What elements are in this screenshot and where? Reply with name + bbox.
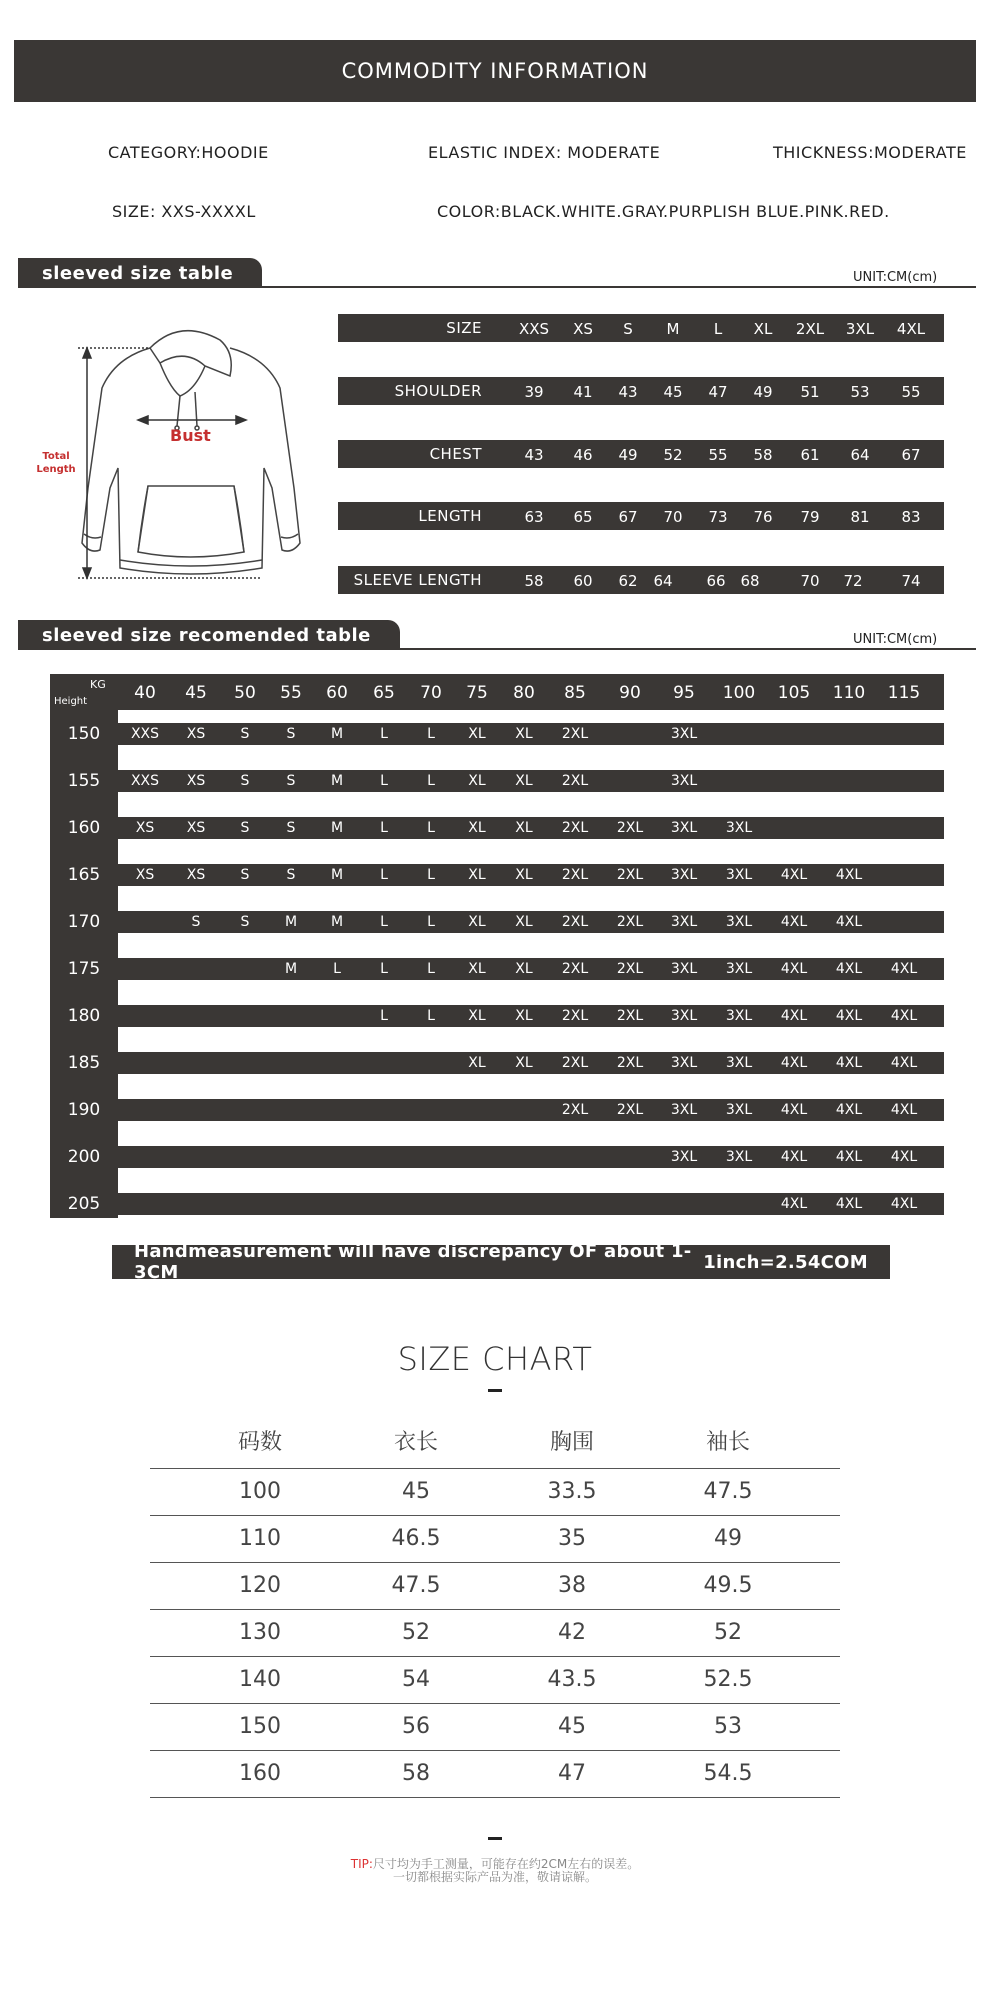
size-chart-cell: 160 (239, 1761, 281, 1786)
recommended-size-cell: 4XL (780, 1055, 808, 1071)
total-length-label-line2: Length (36, 464, 76, 475)
recommended-row (118, 1005, 944, 1027)
size-chart-row (150, 1609, 840, 1657)
size-chart-cell: 49.5 (703, 1573, 753, 1598)
measure-cell: 61 (800, 446, 820, 464)
measure-cell: 45 (663, 383, 683, 401)
recommended-size-cell: 2XL (616, 1102, 644, 1118)
size-chart-cell: 53 (714, 1714, 742, 1739)
size-cell: XS (573, 320, 593, 338)
recommended-size-cell: 3XL (670, 773, 698, 789)
recommended-row (118, 1052, 944, 1074)
recommended-size-cell: XS (135, 867, 155, 883)
unit-label: UNIT:CM(cm) (853, 270, 938, 285)
recommended-size-cell: 2XL (561, 1102, 589, 1118)
size-chart-cell: 35 (558, 1526, 586, 1551)
title-dash (488, 1389, 502, 1392)
recommended-size-cell: XL (515, 820, 533, 836)
height-cell: 160 (67, 818, 101, 838)
height-cell: 170 (67, 912, 101, 932)
note-left: Handmeasurement will have discrepancy OF about 1-3CM (134, 1241, 692, 1283)
measure-cell: 58 (524, 572, 544, 590)
tip-line1: 尺寸均为手工测量，可能存在约2CM左右的误差。 (372, 1857, 640, 1871)
measure-cell: 63 (524, 508, 544, 526)
recommended-size-cell: 2XL (616, 820, 644, 836)
measure-label: SHOULDER (394, 382, 482, 400)
measure-cell: 41 (573, 383, 593, 401)
size-chart-header (150, 1418, 840, 1469)
recommended-size-cell: M (284, 914, 298, 930)
recommended-size-cell: 2XL (561, 961, 589, 977)
weight-cell: 60 (326, 683, 348, 703)
weight-header-row (118, 674, 944, 710)
size-chart-row (150, 1750, 840, 1798)
recommended-size-cell: 3XL (725, 820, 753, 836)
recommended-size-cell: L (427, 1008, 435, 1024)
recommended-size-cell: M (330, 914, 344, 930)
measure-cell: 64 (653, 572, 673, 590)
recommended-size-cell: 3XL (670, 961, 698, 977)
recommended-size-cell: XS (186, 867, 206, 883)
total-length-label-line1: Total (42, 451, 70, 462)
size-chart-cell: 45 (558, 1714, 586, 1739)
recommended-size-cell: XXS (130, 773, 160, 789)
measure-label: CHEST (429, 445, 482, 463)
recommended-size-cell: 4XL (780, 1008, 808, 1024)
size-chart-cell: 52.5 (703, 1667, 753, 1692)
bust-label: Bust (170, 426, 211, 445)
recommended-size-cell: 4XL (890, 1196, 918, 1212)
size-header-row (338, 314, 944, 342)
recommended-size-cell: L (333, 961, 341, 977)
recommended-size-cell: 3XL (670, 1102, 698, 1118)
measure-cell: 83 (901, 508, 921, 526)
recommended-size-cell: L (380, 867, 388, 883)
recommended-row (118, 723, 944, 745)
size-chart-cell: 120 (239, 1573, 281, 1598)
measure-cell: 74 (901, 572, 921, 590)
size-chart-cell: 52 (714, 1620, 742, 1645)
height-cell: 185 (67, 1053, 101, 1073)
size-chart-title: SIZE CHART (397, 1340, 593, 1378)
recommended-size-cell: 4XL (890, 1055, 918, 1071)
size-chart-cell: 47.5 (391, 1573, 441, 1598)
height-cell: 150 (67, 724, 101, 744)
size-cell: S (623, 320, 633, 338)
recommended-size-cell: L (427, 914, 435, 930)
size-chart-row (150, 1468, 840, 1516)
measure-cell: 70 (663, 508, 683, 526)
recommended-size-cell: 2XL (561, 820, 589, 836)
recommended-size-cell: 3XL (725, 961, 753, 977)
section-tab-sleeved-size-table (18, 258, 262, 288)
height-cell: 205 (67, 1194, 101, 1214)
measure-cell: 39 (524, 383, 544, 401)
recommended-row (118, 1146, 944, 1168)
measure-cell: 65 (573, 508, 593, 526)
recommended-size-cell: M (330, 773, 344, 789)
size-chart-cell: 49 (714, 1526, 742, 1551)
tip-line2: 一切都根据实际产品为准，敬请谅解。 (392, 1870, 597, 1884)
header-cell: 袖长 (705, 1430, 750, 1455)
measure-cell: 64 (850, 446, 870, 464)
recommended-size-cell: 4XL (780, 867, 808, 883)
recommended-size-cell: 2XL (616, 961, 644, 977)
unit-label: UNIT:CM(cm) (853, 632, 938, 647)
recommended-size-cell: 3XL (670, 914, 698, 930)
measure-cell: 53 (850, 383, 870, 401)
recommended-size-cell: L (380, 914, 388, 930)
recommended-size-cell: XL (515, 773, 533, 789)
header-cell: 衣长 (393, 1430, 438, 1455)
recommended-size-cell: XL (515, 1008, 533, 1024)
recommended-size-cell: L (427, 773, 435, 789)
weight-cell: 70 (420, 683, 442, 703)
recommended-size-cell: S (286, 867, 296, 883)
recommended-size-cell: XL (468, 1008, 486, 1024)
recommended-size-cell: 4XL (780, 961, 808, 977)
size-chart-cell: 38 (558, 1573, 586, 1598)
recommended-size-cell: 3XL (670, 726, 698, 742)
note-right: 1inch=2.54COM (703, 1251, 868, 1273)
measure-cell: 49 (618, 446, 638, 464)
section-title: sleeved size table (42, 262, 234, 284)
size-chart-cell: 47.5 (703, 1479, 753, 1504)
recommended-row (118, 864, 944, 886)
size-chart-cell: 100 (239, 1479, 281, 1504)
recommended-size-cell: XS (186, 773, 206, 789)
measure-cell: 67 (901, 446, 921, 464)
commodity-banner (14, 40, 976, 102)
recommended-row (118, 911, 944, 933)
recommended-size-cell: XS (186, 820, 206, 836)
measure-cell: 55 (708, 446, 728, 464)
height-cell: 175 (67, 959, 101, 979)
recommended-size-cell: 3XL (725, 1102, 753, 1118)
size-cell: XXS (518, 320, 550, 338)
header-cell: 胸围 (549, 1430, 594, 1455)
recommended-size-cell: L (427, 726, 435, 742)
recommended-size-cell: 4XL (780, 1196, 808, 1212)
size-chart-cell: 33.5 (547, 1479, 597, 1504)
size-chart-cell: 56 (402, 1714, 430, 1739)
recommended-size-cell: 2XL (561, 1008, 589, 1024)
attr-thickness: THICKNESS:MODERATE (773, 143, 967, 162)
recommended-size-cell: 4XL (835, 961, 863, 977)
size-chart-cell: 110 (239, 1526, 281, 1551)
measure-cell: 52 (663, 446, 683, 464)
recommended-size-cell: 3XL (725, 1149, 753, 1165)
measure-cell: 68 (740, 572, 760, 590)
size-cell: 4XL (896, 320, 926, 338)
size-cell: M (666, 320, 680, 338)
attr-elastic: ELASTIC INDEX: MODERATE (428, 143, 661, 162)
recommended-size-cell: 2XL (561, 726, 589, 742)
measure-cell: 67 (618, 508, 638, 526)
recommended-size-cell: XL (515, 961, 533, 977)
weight-cell: 110 (832, 683, 866, 703)
size-chart-cell: 46.5 (391, 1526, 441, 1551)
recommended-row (118, 1099, 944, 1121)
measure-cell: 51 (800, 383, 820, 401)
measure-cell: 72 (843, 572, 863, 590)
recommended-size-cell: 2XL (616, 867, 644, 883)
measure-cell: 79 (800, 508, 820, 526)
recommended-size-cell: XL (468, 867, 486, 883)
size-chart-row (150, 1656, 840, 1704)
weight-cell: 75 (466, 683, 488, 703)
size-cell: XL (753, 320, 773, 338)
recommended-size-cell: 4XL (780, 1102, 808, 1118)
recommended-size-cell: XL (468, 961, 486, 977)
height-cell: 165 (67, 865, 101, 885)
height-cell: 200 (67, 1147, 101, 1167)
measure-cell: 66 (706, 572, 726, 590)
recommended-size-cell: 2XL (561, 914, 589, 930)
recommended-size-cell: L (427, 820, 435, 836)
recommended-size-cell: XL (515, 914, 533, 930)
measure-cell: 60 (573, 572, 593, 590)
recommended-size-cell: S (240, 914, 250, 930)
height-cell: 190 (67, 1100, 101, 1120)
weight-cell: 105 (777, 683, 811, 703)
weight-cell: 90 (619, 683, 641, 703)
weight-cell: 40 (134, 683, 156, 703)
section-title: sleeved size recomended table (42, 624, 371, 646)
weight-cell: 65 (373, 683, 395, 703)
size-cell: L (713, 320, 723, 338)
recommended-size-cell: XS (186, 726, 206, 742)
tip-text (0, 1858, 990, 1884)
size-chart-cell: 47 (558, 1761, 586, 1786)
recommended-size-cell: 4XL (835, 1149, 863, 1165)
recommended-size-cell: 4XL (835, 1102, 863, 1118)
recommended-size-cell: S (286, 773, 296, 789)
recommended-size-cell: L (380, 820, 388, 836)
recommended-size-cell: L (380, 726, 388, 742)
recommended-size-cell: 4XL (835, 1196, 863, 1212)
size-chart-cell: 130 (239, 1620, 281, 1645)
section-divider (18, 286, 976, 288)
recommended-size-cell: 4XL (780, 1149, 808, 1165)
weight-cell: 45 (185, 683, 207, 703)
recommended-size-cell: L (380, 773, 388, 789)
height-column (50, 674, 118, 1218)
measure-label: SLEEVE LENGTH (353, 571, 482, 589)
size-chart-row (150, 1515, 840, 1563)
recommended-size-cell: 3XL (670, 1055, 698, 1071)
total-length-label (36, 450, 76, 476)
recommended-row (118, 1193, 944, 1215)
recommended-size-cell: M (284, 961, 298, 977)
measure-cell: 81 (850, 508, 870, 526)
recommended-size-cell: 2XL (616, 914, 644, 930)
size-chart-cell: 52 (402, 1620, 430, 1645)
recommended-size-cell: 2XL (616, 1008, 644, 1024)
section-tab-recommended-table (18, 620, 400, 650)
size-chart-cell: 42 (558, 1620, 586, 1645)
recommended-size-cell: S (240, 726, 250, 742)
recommended-size-cell: 2XL (561, 867, 589, 883)
recommended-size-cell: 3XL (725, 914, 753, 930)
weight-cell: 100 (722, 683, 756, 703)
measure-cell: 49 (753, 383, 773, 401)
recommended-row (118, 770, 944, 792)
recommended-size-cell: 3XL (670, 820, 698, 836)
recommended-size-cell: 4XL (890, 1102, 918, 1118)
recommended-size-cell: 3XL (725, 1055, 753, 1071)
banner-title: COMMODITY INFORMATION (341, 59, 649, 83)
recommended-size-cell: S (240, 773, 250, 789)
size-chart-cell: 58 (402, 1761, 430, 1786)
recommended-size-cell: XL (515, 726, 533, 742)
recommended-size-cell: 3XL (725, 1008, 753, 1024)
recommended-size-cell: S (286, 820, 296, 836)
measure-cell: 46 (573, 446, 593, 464)
size-chart-cell: 43.5 (547, 1667, 597, 1692)
recommended-size-cell: S (240, 867, 250, 883)
section-divider (18, 648, 976, 650)
size-chart-cell: 45 (402, 1479, 430, 1504)
size-chart-cell: 54 (402, 1667, 430, 1692)
measure-cell: 43 (618, 383, 638, 401)
measure-cell: 47 (708, 383, 728, 401)
recommended-size-cell: 4XL (835, 1055, 863, 1071)
tip-prefix: TIP: (350, 1857, 373, 1871)
recommended-size-cell: 3XL (670, 1149, 698, 1165)
size-chart-row (150, 1562, 840, 1610)
weight-cell: 50 (234, 683, 256, 703)
header-cell: 码数 (237, 1430, 282, 1455)
recommended-size-cell: M (330, 867, 344, 883)
recommended-size-cell: S (240, 820, 250, 836)
height-cell: 155 (67, 771, 101, 791)
recommended-row (118, 817, 944, 839)
measure-cell: 73 (708, 508, 728, 526)
recommended-size-cell: 2XL (561, 773, 589, 789)
attr-size: SIZE: XXS-XXXXL (112, 202, 256, 221)
measure-row-length (338, 502, 944, 530)
weight-cell: 115 (887, 683, 921, 703)
height-cell: 180 (67, 1006, 101, 1026)
size-chart-cell: 54.5 (703, 1761, 753, 1786)
recommended-size-cell: XXS (130, 726, 160, 742)
measure-cell: 62 (618, 572, 638, 590)
measure-cell: 76 (753, 508, 773, 526)
recommended-row (118, 958, 944, 980)
measure-row-sleeve-length (338, 566, 944, 594)
recommended-size-cell: S (191, 914, 201, 930)
measure-row-chest (338, 440, 944, 468)
measure-label: LENGTH (418, 507, 482, 525)
recommended-size-cell: 3XL (670, 1008, 698, 1024)
recommended-size-cell: L (427, 867, 435, 883)
footer-dash (488, 1837, 502, 1840)
size-chart-cell: 140 (239, 1667, 281, 1692)
hoodie-diagram (30, 318, 320, 588)
measure-cell: 43 (524, 446, 544, 464)
recommended-size-cell: L (380, 1008, 388, 1024)
attr-category: CATEGORY:HOODIE (108, 143, 269, 162)
recommended-size-cell: 4XL (890, 961, 918, 977)
recommended-size-cell: M (330, 726, 344, 742)
recommended-size-cell: 3XL (670, 867, 698, 883)
measure-cell: 58 (753, 446, 773, 464)
kg-label: KG (90, 678, 106, 691)
recommended-size-cell: XL (468, 914, 486, 930)
size-cell: 2XL (795, 320, 825, 338)
recommended-size-cell: XL (468, 820, 486, 836)
recommended-size-cell: M (330, 820, 344, 836)
recommended-size-cell: 4XL (835, 914, 863, 930)
measure-cell: 55 (901, 383, 921, 401)
weight-cell: 95 (673, 683, 695, 703)
recommended-size-cell: L (380, 961, 388, 977)
recommended-size-cell: 4XL (835, 867, 863, 883)
weight-cell: 85 (564, 683, 586, 703)
height-label: Height (54, 696, 88, 707)
recommended-size-cell: 4XL (780, 914, 808, 930)
measurement-note (112, 1241, 890, 1283)
recommended-size-cell: XL (515, 1055, 533, 1071)
recommended-size-cell: 3XL (725, 867, 753, 883)
recommended-size-cell: 2XL (616, 1055, 644, 1071)
recommended-size-cell: 4XL (890, 1008, 918, 1024)
recommended-size-cell: XS (135, 820, 155, 836)
recommended-size-cell: L (427, 961, 435, 977)
recommended-size-cell: XL (468, 1055, 486, 1071)
recommended-size-cell: XL (468, 773, 486, 789)
recommended-size-cell: 2XL (561, 1055, 589, 1071)
recommended-size-cell: 4XL (835, 1008, 863, 1024)
attr-color: COLOR:BLACK.WHITE.GRAY.PURPLISH BLUE.PINK.RED. (437, 202, 890, 221)
weight-cell: 55 (280, 683, 302, 703)
size-chart-row (150, 1703, 840, 1751)
recommended-size-cell: XL (468, 726, 486, 742)
size-chart-cell: 150 (239, 1714, 281, 1739)
recommended-size-cell: 4XL (890, 1149, 918, 1165)
recommended-size-cell: XL (515, 867, 533, 883)
size-header-label: SIZE (446, 319, 482, 337)
recommended-size-cell: S (286, 726, 296, 742)
size-cell: 3XL (845, 320, 875, 338)
weight-cell: 80 (513, 683, 535, 703)
size-chart-table (150, 1418, 840, 1798)
measure-cell: 70 (800, 572, 820, 590)
measure-row-shoulder (338, 377, 944, 405)
